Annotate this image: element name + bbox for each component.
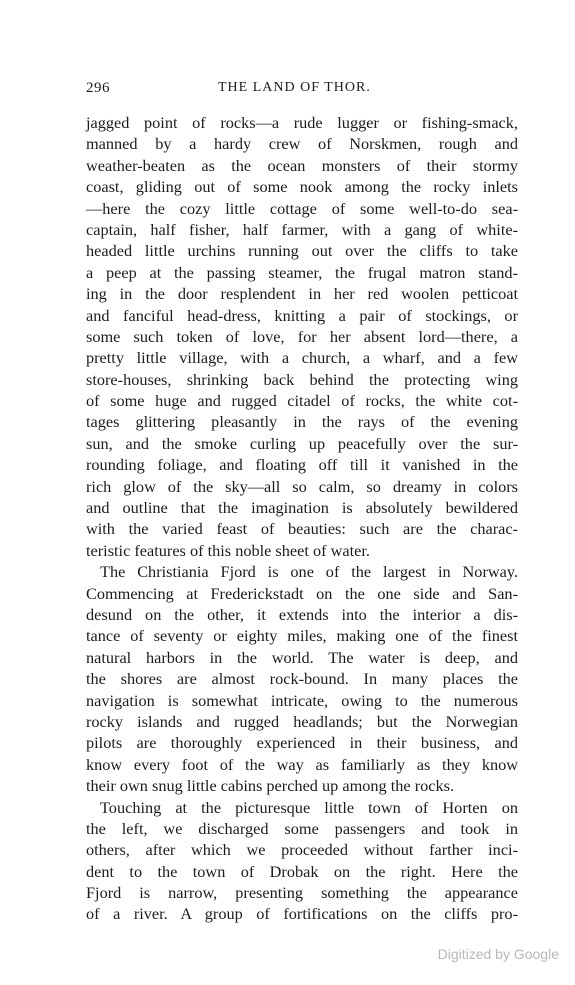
text-line: of some huge and rugged citadel of rocks, the white cot- — [86, 391, 518, 411]
text-line: jagged point of rocks—a rude lugger or fishing-smack, — [86, 113, 518, 132]
text-line: pilots are thoroughly experienced in their business, and — [86, 733, 518, 753]
text-line: Commencing at Frederickstadt on the one side and San- — [86, 583, 518, 603]
text-line: tages glittering pleasantly in the rays of the evening — [86, 412, 518, 432]
digitized-watermark: Digitized by Google — [437, 946, 559, 962]
text-line: Fjord is narrow, presenting something the appearance — [86, 883, 518, 903]
body-text — [86, 112, 518, 925]
text-line: manned by a hardy crew of Norskmen, rough and — [86, 134, 518, 154]
text-line: Touching at the picturesque little town of Horten on — [100, 797, 518, 817]
text-line: headed little urchins running out over the cliffs to take — [86, 241, 518, 261]
text-line: teristic features of this noble sheet of water. — [86, 540, 370, 560]
text-line: store-houses, shrinking back behind the protecting wing — [86, 369, 518, 389]
text-line: of a river. A group of fortifications on the cliffs pro- — [86, 904, 518, 924]
text-line: the left, we discharged some passengers and took in — [86, 818, 518, 838]
text-line: know every foot of the way as familiarly as they know — [86, 754, 518, 774]
text-line: natural harbors in the world. The water is deep, and — [86, 647, 518, 667]
text-line: navigation is somewhat intricate, owing to the numerous — [86, 690, 518, 710]
text-line: sun, and the smoke curling up peacefully over the sur- — [86, 433, 518, 453]
text-line: weather-beaten as the ocean monsters of their stormy — [86, 155, 518, 175]
text-line: and fanciful head-dress, knitting a pair of stockings, or — [86, 305, 518, 325]
text-line: the shores are almost rock-bound. In many places the — [86, 669, 518, 689]
text-line: captain, half fisher, half farmer, with a gang of white- — [86, 219, 518, 239]
running-title: THE LAND OF THOR. — [218, 80, 371, 95]
text-line: others, after which we proceeded without farther inci- — [86, 840, 518, 860]
text-line: with the varied feast of beauties: such are the charac- — [86, 519, 518, 539]
text-line: some such token of love, for her absent lord—there, a — [86, 326, 518, 346]
text-line: ing in the door resplendent in her red woolen petticoat — [86, 284, 518, 304]
text-line: their own snug little cabins perched up among the rocks. — [86, 776, 455, 796]
text-line: desund on the other, it extends into the interior a dis- — [86, 604, 518, 624]
text-line: rocky islands and rugged headlands; but the Norwegian — [86, 711, 518, 731]
text-line: rounding foliage, and floating off till it vanished in the — [86, 455, 518, 475]
text-line: pretty little village, with a church, a wharf, and a few — [86, 348, 518, 368]
text-line: coast, gliding out of some nook among the rocky inlets — [86, 177, 518, 197]
page-number: 296 — [86, 80, 110, 96]
text-line: and outline that the imagination is absolutely bewildered — [86, 498, 518, 518]
text-line: tance of seventy or eighty miles, making one of the finest — [86, 626, 518, 646]
text-line: rich glow of the sky—all so calm, so dreamy in colors — [86, 476, 518, 496]
text-line: a peep at the passing steamer, the frugal matron stand- — [86, 262, 518, 282]
text-line: The Christiania Fjord is one of the largest in Norway. — [100, 562, 518, 582]
text-line: —here the cozy little cottage of some well-to-do sea- — [86, 198, 518, 218]
text-line: dent to the town of Drobak on the right. Here the — [86, 861, 518, 881]
